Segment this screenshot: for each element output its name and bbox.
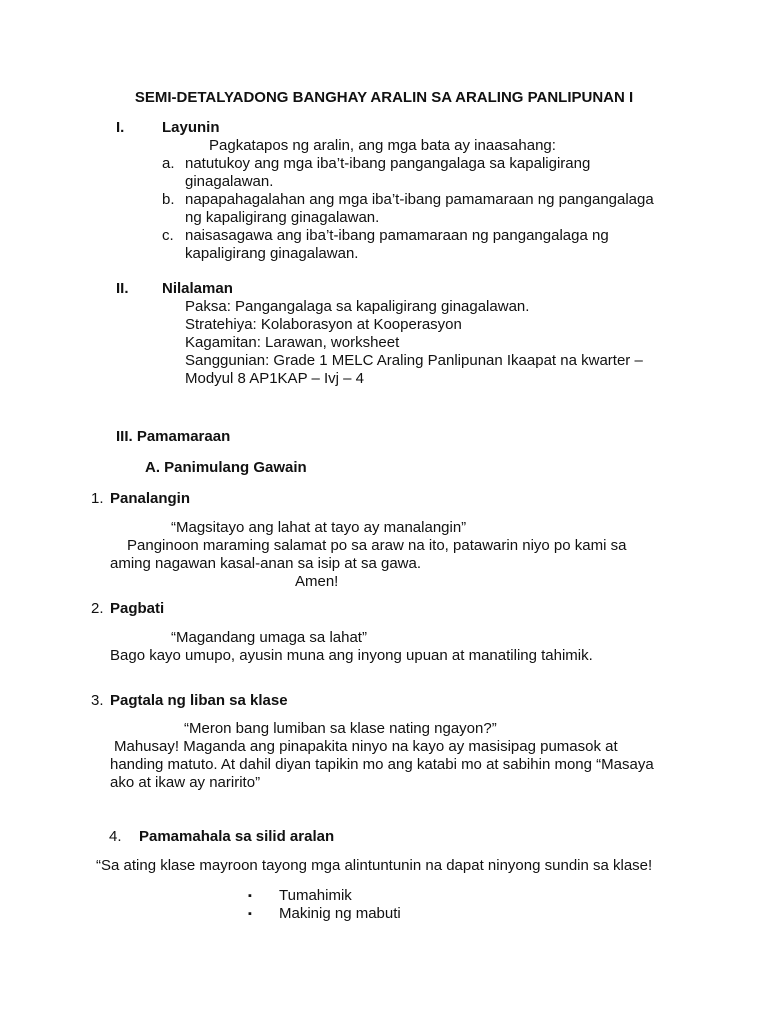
- content-sanggunian-cont: Modyul 8 AP1KAP – Ivj – 4: [185, 370, 364, 387]
- step-1-line2: aming nagawan kasal-anan sa isip at sa gawa.: [110, 555, 422, 572]
- content-kagamitan: Kagamitan: Larawan, worksheet: [185, 334, 400, 351]
- objective-c-line1: naisasagawa ang iba’t-ibang pamamaraan ng pangangalaga ng: [185, 227, 609, 244]
- content-sanggunian: Sanggunian: Grade 1 MELC Araling Panlipunan Ikaapat na kwarter –: [185, 352, 643, 369]
- objective-b-line1: napapahagalahan ang mga iba’t-ibang pamamaraan ng pangangalaga: [185, 191, 654, 208]
- objective-a-line1: natutukoy ang mga iba’t-ibang pangangalaga sa kapaligirang: [185, 155, 591, 172]
- section-2-heading: Nilalaman: [162, 280, 233, 297]
- objective-c-letter: c.: [162, 227, 174, 244]
- step-1-line3: Amen!: [295, 573, 339, 590]
- step-4-number: 4.: [109, 828, 122, 845]
- step-3-line3: ako at ikaw ay naririto”: [110, 774, 261, 791]
- objective-b-letter: b.: [162, 191, 175, 208]
- section-3-subheading: A. Panimulang Gawain: [145, 459, 307, 476]
- step-2-number: 2.: [91, 600, 104, 617]
- step-1-line1: Panginoon maraming salamat po sa araw na ito, patawarin niyo po kami sa: [127, 537, 627, 554]
- section-1-intro: Pagkatapos ng aralin, ang mga bata ay inaasahang:: [209, 137, 556, 154]
- document-title: SEMI-DETALYADONG BANGHAY ARALIN SA ARALING PANLIPUNAN I: [134, 89, 634, 106]
- step-1-number: 1.: [91, 490, 104, 507]
- objective-a-line2: ginagalawan.: [185, 173, 274, 190]
- step-2-line1: Bago kayo umupo, ayusin muna ang inyong upuan at manatiling tahimik.: [110, 647, 593, 664]
- bullet-2-text: Makinig ng mabuti: [279, 905, 401, 922]
- bullet-1-text: Tumahimik: [279, 887, 352, 904]
- objective-c-line2: kapaligirang ginagalawan.: [185, 245, 359, 262]
- section-1-numeral: I.: [116, 119, 125, 136]
- step-4-quote: “Sa ating klase mayroon tayong mga alintuntunin na dapat ninyong sundin sa klase!: [96, 857, 653, 874]
- step-3-quote: “Meron bang lumiban sa klase nating ngayon?”: [184, 720, 497, 737]
- bullet-2-marker: ▪: [248, 908, 252, 920]
- section-3-heading: III. Pamamaraan: [116, 428, 231, 445]
- step-2-heading: Pagbati: [110, 600, 165, 617]
- content-stratehiya: Stratehiya: Kolaborasyon at Kooperasyon: [185, 316, 462, 333]
- step-2-quote: “Magandang umaga sa lahat”: [171, 629, 367, 646]
- section-1-heading: Layunin: [162, 119, 220, 136]
- objective-b-line2: ng kapaligirang ginagalawan.: [185, 209, 380, 226]
- step-3-heading: Pagtala ng liban sa klase: [110, 692, 288, 709]
- bullet-1-marker: ▪: [248, 890, 252, 902]
- step-3-line1: Mahusay! Maganda ang pinapakita ninyo na kayo ay masisipag pumasok at: [114, 738, 618, 755]
- step-3-number: 3.: [91, 692, 104, 709]
- content-paksa: Paksa: Pangangalaga sa kapaligirang ginagalawan.: [185, 298, 530, 315]
- section-2-numeral: II.: [116, 280, 129, 297]
- step-1-heading: Panalangin: [110, 490, 191, 507]
- step-1-quote: “Magsitayo ang lahat at tayo ay manalangin”: [171, 519, 467, 536]
- objective-a-letter: a.: [162, 155, 175, 172]
- step-4-heading: Pamamahala sa silid aralan: [139, 828, 335, 845]
- step-3-line2: handing matuto. At dahil diyan tapikin mo ang katabi mo at sabihin mong “Masaya: [110, 756, 654, 773]
